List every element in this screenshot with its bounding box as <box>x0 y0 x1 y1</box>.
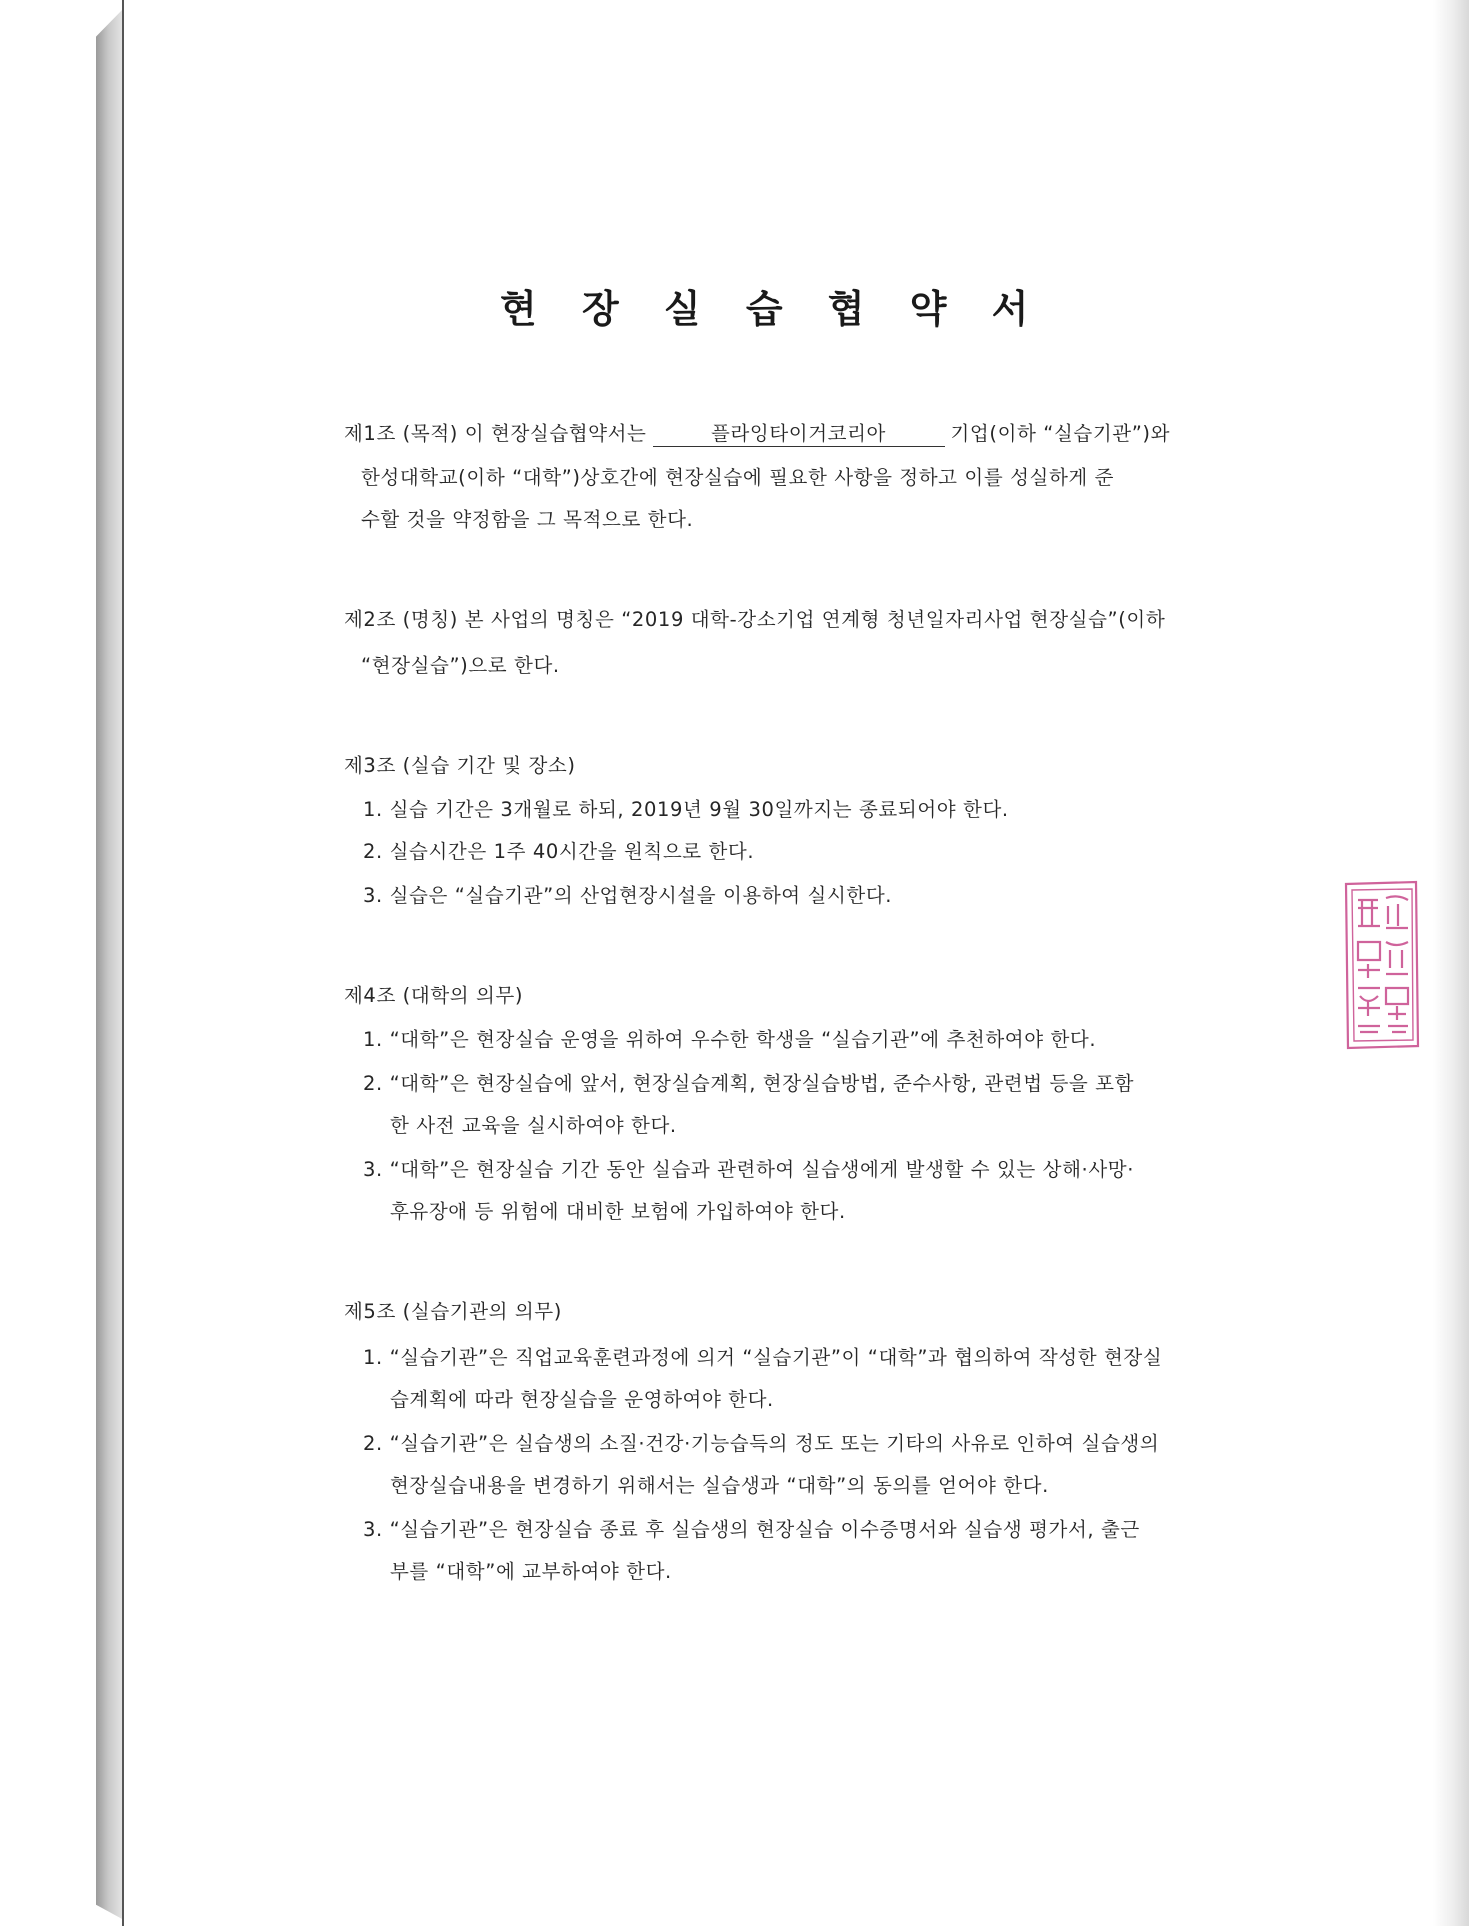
article-4-item-1: 1. “대학”은 현장실습 운영을 위하여 우수한 학생을 “실습기관”에 추천하여야 한다. <box>363 1028 1097 1051</box>
article-5-item-1-line-1: 1. “실습기관”은 직업교육훈련과정에 의거 “실습기관”이 “대학”과 협의하여 작성한 현장실 <box>363 1346 1163 1369</box>
article-5-item-2-line-2: 현장실습내용을 변경하기 위해서는 실습생과 “대학”의 동의를 얻어야 한다. <box>390 1474 1049 1497</box>
article-3-item-3: 3. 실습은 “실습기관”의 산업현장시설을 이용하여 실시한다. <box>363 884 893 907</box>
article-3-item-2: 2. 실습시간은 1주 40시간을 원칙으로 한다. <box>363 840 755 863</box>
article-1-line-2: 한성대학교(이하 “대학”)상호간에 현장실습에 필요한 사항을 정하고 이를 성실하게 준 <box>361 466 1115 489</box>
seal-stamp-icon <box>1342 880 1420 1050</box>
article-2-line-2: “현장실습”)으로 한다. <box>361 654 560 677</box>
article-5-heading: 제5조 (실습기관의 의무) <box>344 1300 562 1323</box>
article-1-prefix: 제1조 (목적) 이 현장실습협약서는 <box>344 422 647 445</box>
article-5-item-3-line-1: 3. “실습기관”은 현장실습 종료 후 실습생의 현장실습 이수증명서와 실습생 평가서, 출근 <box>363 1518 1140 1541</box>
article-4-item-2-line-1: 2. “대학”은 현장실습에 앞서, 현장실습계획, 현장실습방법, 준수사항, 관련법 등을 포함 <box>363 1072 1135 1095</box>
document-title: 현 장 실 습 협 약 서 <box>500 287 1045 331</box>
article-5-item-2-line-1: 2. “실습기관”은 실습생의 소질·건강·기능습득의 정도 또는 기타의 사유로 인하여 실습생의 <box>363 1432 1160 1455</box>
article-5-item-3-line-2: 부를 “대학”에 교부하여야 한다. <box>390 1560 672 1583</box>
article-3-item-1: 1. 실습 기간은 3개월로 하되, 2019년 9월 30일까지는 종료되어야 한다. <box>363 798 1009 821</box>
article-4-item-3-line-1: 3. “대학”은 현장실습 기간 동안 실습과 관련하여 실습생에게 발생할 수 있는 상해·사망· <box>363 1158 1135 1181</box>
article-3-heading: 제3조 (실습 기간 및 장소) <box>344 754 576 777</box>
article-1-line-1 <box>344 420 1170 448</box>
article-5-item-1-line-2: 습계획에 따라 현장실습을 운영하여야 한다. <box>390 1388 774 1411</box>
article-4-item-2-line-2: 한 사전 교육을 실시하여야 한다. <box>390 1114 677 1137</box>
article-2-line-1: 제2조 (명칭) 본 사업의 명칭은 “2019 대학-강소기업 연계형 청년일자리사업 현장실습”(이하 <box>344 608 1166 631</box>
company-name-field: 플라잉타이거코리아 <box>653 422 945 447</box>
page-right-fold <box>1433 0 1469 1926</box>
article-4-item-3-line-2: 후유장애 등 위험에 대비한 보험에 가입하여야 한다. <box>390 1200 846 1223</box>
article-1-suffix: 기업(이하 “실습기관”)와 <box>950 422 1171 445</box>
page-edge-shadow <box>96 8 124 1920</box>
article-1-line-3: 수할 것을 약정함을 그 목적으로 한다. <box>361 508 694 531</box>
article-4-heading: 제4조 (대학의 의무) <box>344 984 524 1007</box>
